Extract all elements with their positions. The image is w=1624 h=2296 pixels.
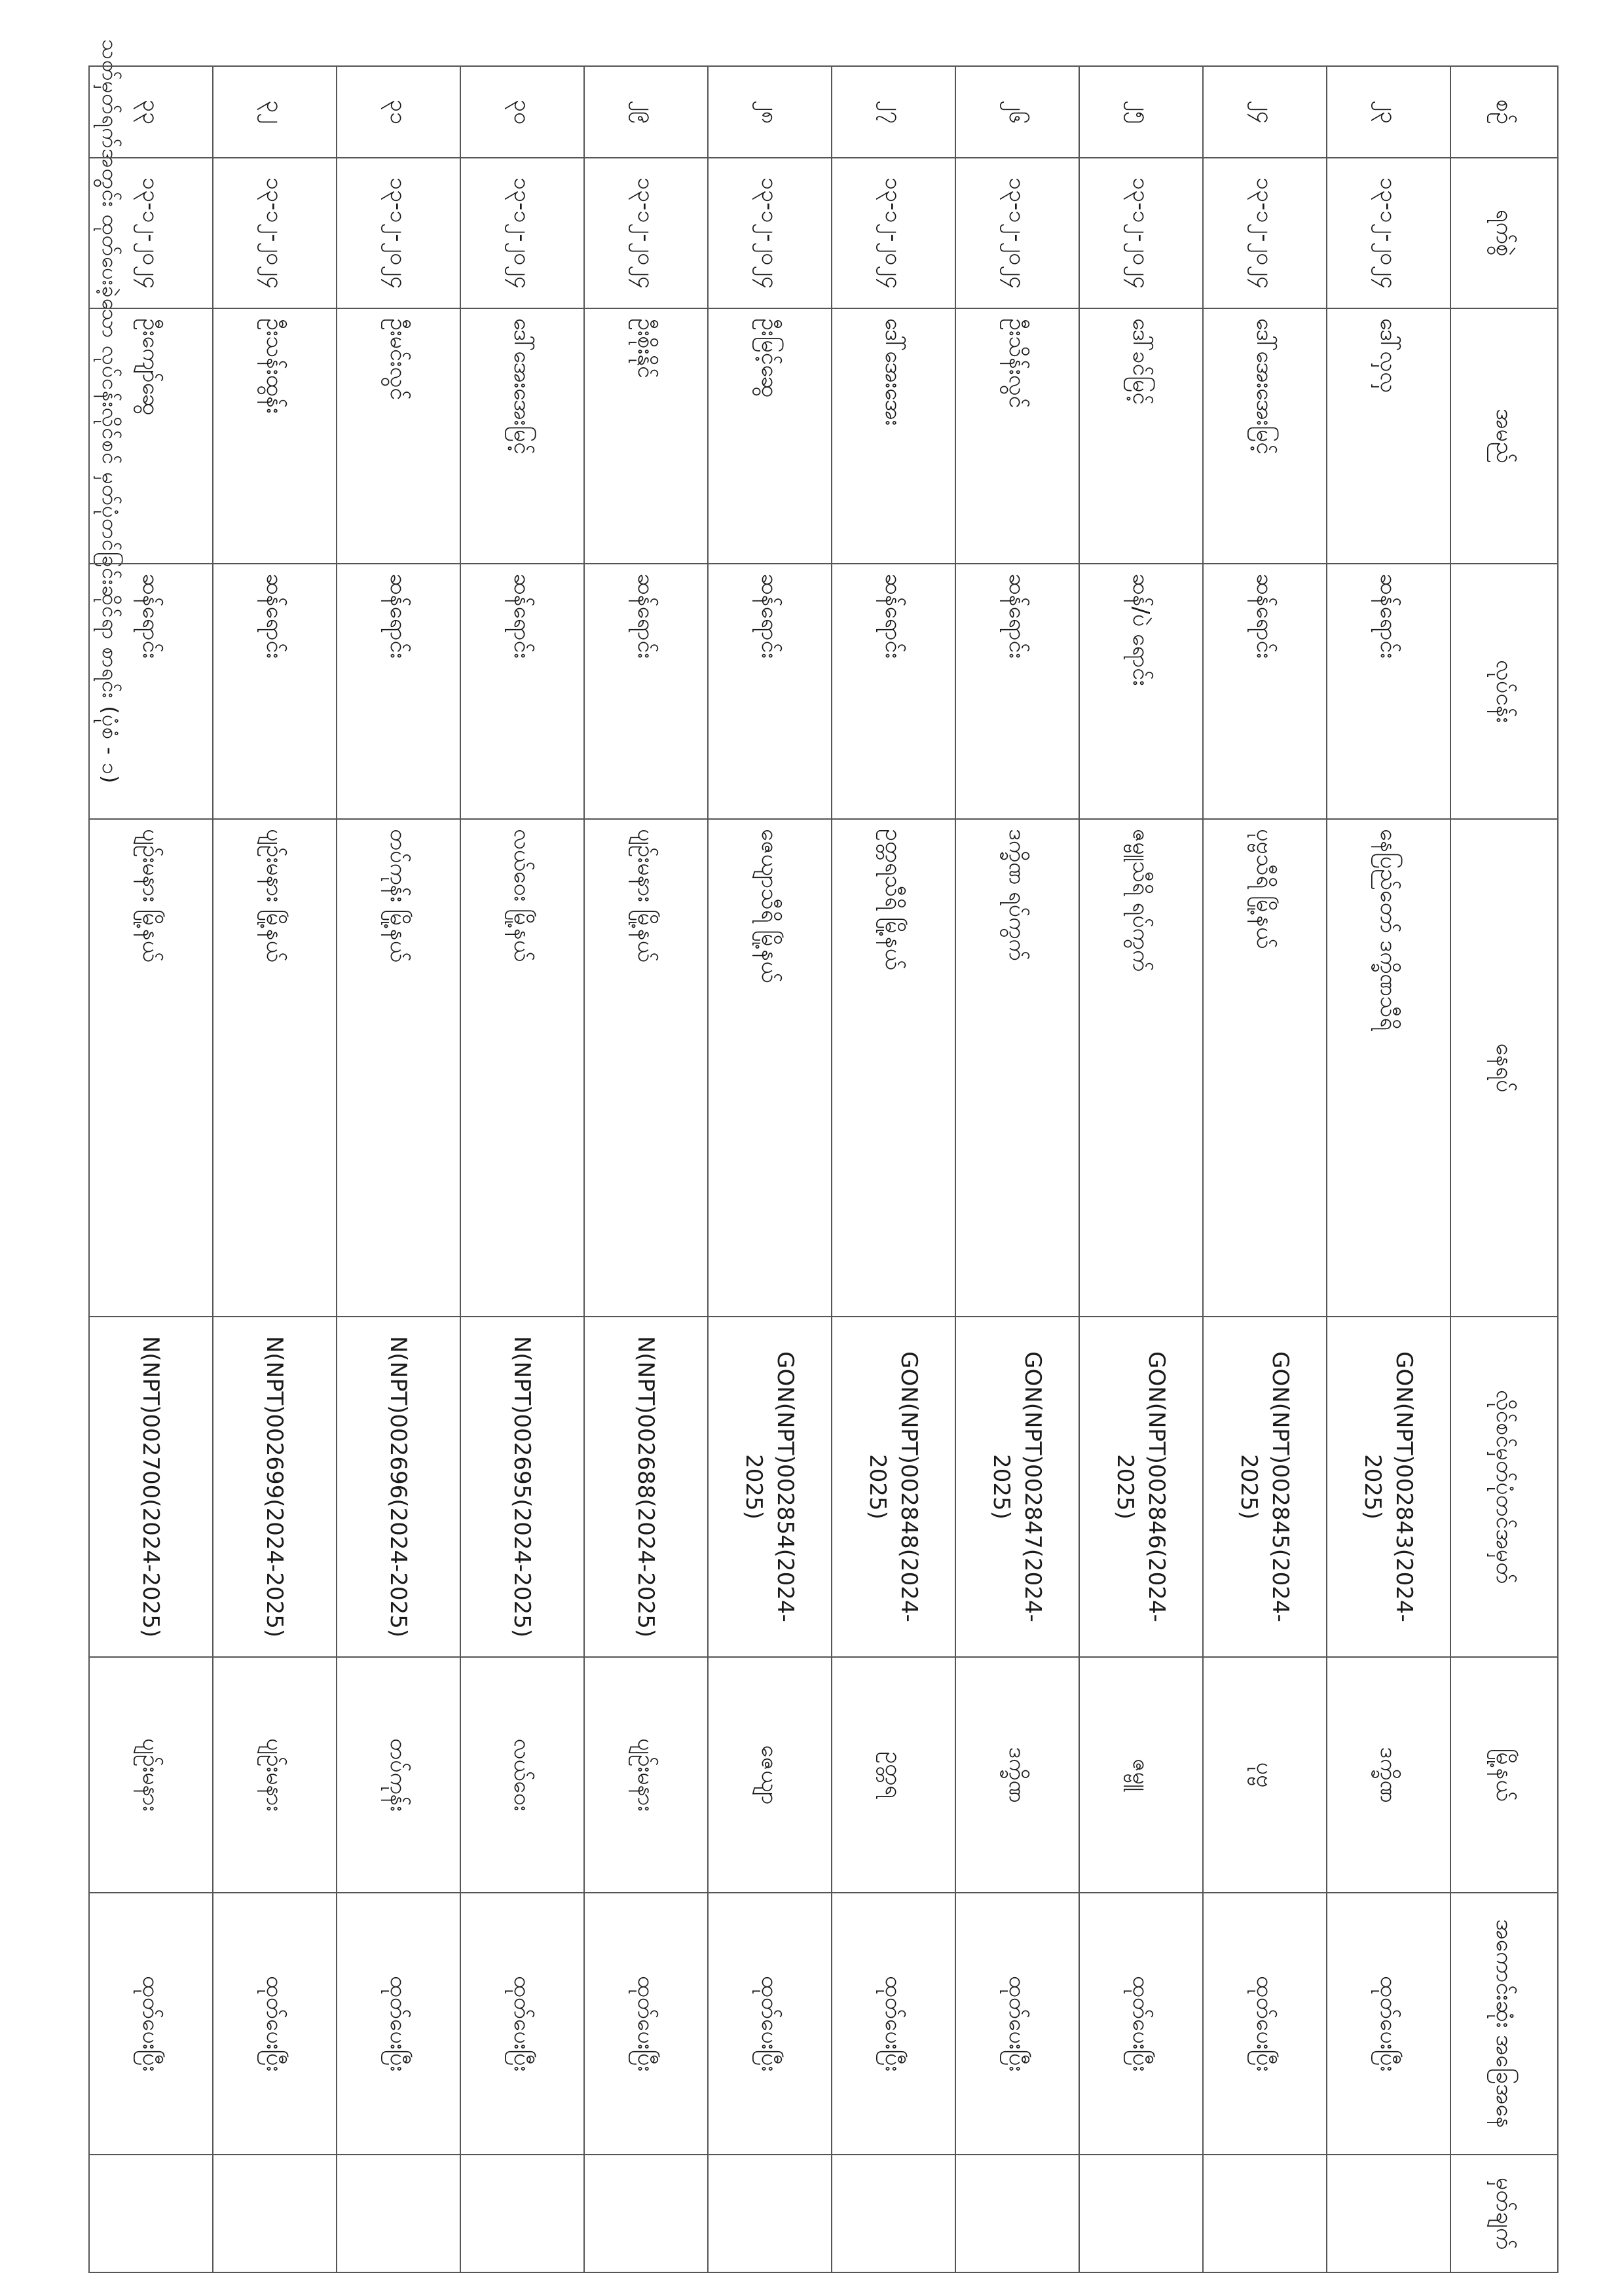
row-remarks — [460, 2155, 584, 2272]
row-township: ဒက္ခိဏ — [1327, 1657, 1450, 1893]
row-number: ၂၄ — [1203, 66, 1327, 158]
row-business: ဆန်ရောင်း — [1327, 564, 1450, 819]
row-name: ဒေါ်လှလှ — [1327, 308, 1450, 564]
table-row — [584, 66, 708, 2272]
row-number: ၂၅ — [1079, 66, 1203, 158]
header-remarks: မှတ်ချက် — [1450, 2155, 1558, 2272]
row-status: ထုတ်ပေးပြီး — [1327, 1893, 1450, 2155]
row-status: ထုတ်ပေးပြီး — [460, 1893, 584, 2155]
register-table — [88, 65, 1559, 2273]
header-address: နေရပ် — [1450, 819, 1558, 1317]
row-date: ၁၃-၁၂-၂၀၂၄ — [460, 158, 584, 308]
row-date: ၁၃-၁၂-၂၀၂၄ — [89, 158, 213, 308]
row-date: ၁၃-၁၂-၂၀၂၄ — [1203, 158, 1327, 308]
row-township: တပ်ကုန်း — [337, 1657, 460, 1893]
row-township: ပျဉ်းမနား — [89, 1657, 213, 1893]
row-name: ဦးမြင့်ဆွေ — [708, 308, 832, 564]
row-remarks — [584, 2155, 708, 2272]
row-business: ဆန်ရောင်း — [460, 564, 584, 819]
table-row — [460, 66, 584, 2272]
row-township: ဥတ္တရ — [832, 1657, 955, 1893]
header-status: အကောင်းဆုံး အခြေအနေ — [1450, 1893, 1558, 2155]
row-name: ဦးသိန်းလွင် — [955, 308, 1079, 564]
row-license: GON(NPT)002847(2024-2025) — [955, 1317, 1079, 1657]
row-business: ဆန်ရောင်း — [832, 564, 955, 819]
row-status: ထုတ်ပေးပြီး — [1079, 1893, 1203, 2155]
row-township: ဇမ္ဗူ — [1079, 1657, 1203, 1893]
header-license: လိုင်စင်မှတ်ပုံတင်အမှတ် — [1450, 1317, 1558, 1657]
header-date: ရက်စွဲ — [1450, 158, 1558, 308]
header-name: အမည် — [1450, 308, 1558, 564]
row-township: ပုဗ္ဗ — [1203, 1657, 1327, 1893]
row-name: ဦးကျော်ဆွေ — [89, 308, 213, 564]
row-township: ပျဉ်းမနား — [213, 1657, 337, 1893]
row-address: နေပြည်တော် ဒက္ခိဏသီရိ — [1327, 819, 1450, 1317]
row-status: ထုတ်ပေးပြီး — [708, 1893, 832, 2155]
row-status: ထုတ်ပေးပြီး — [832, 1893, 955, 2155]
row-business: ဆန်ရောင်း — [337, 564, 460, 819]
row-license: GON(NPT)002854(2024-2025) — [708, 1317, 832, 1657]
row-number: ၂၆ — [955, 66, 1079, 158]
row-number: ၂၈ — [708, 66, 832, 158]
table-row — [708, 66, 832, 2272]
row-address: လယ်ဝေး မြို့နယ် — [460, 819, 584, 1317]
row-number: ၂၉ — [584, 66, 708, 158]
row-name: ဒေါ်အေးအေး — [832, 308, 955, 564]
row-license: GON(NPT)002848(2024-2025) — [832, 1317, 955, 1657]
row-date: ၁၃-၁၂-၂၀၂၄ — [213, 158, 337, 308]
row-date: ၁၃-၁၂-၂၀၂၄ — [708, 158, 832, 308]
row-license: GON(NPT)002846(2024-2025) — [1079, 1317, 1203, 1657]
row-address: ပျဉ်းမနား မြို့နယ် — [213, 819, 337, 1317]
row-address: ပျဉ်းမနား မြို့နယ် — [89, 819, 213, 1317]
table-row — [832, 66, 955, 2272]
row-business: ဆန်ရောင်း — [1203, 564, 1327, 819]
row-township: လယ်ဝေး — [460, 1657, 584, 1893]
table-row — [1203, 66, 1327, 2272]
row-status: ထုတ်ပေးပြီး — [89, 1893, 213, 2155]
header-business: လုပ်ငန်း — [1450, 564, 1558, 819]
row-status: ထုတ်ပေးပြီး — [584, 1893, 708, 2155]
row-name: ဦးသန်းထွန်း — [213, 308, 337, 564]
row-address: ဇေယျာသီရိ မြို့နယ် — [708, 819, 832, 1317]
row-township: ဇေယျာ — [708, 1657, 832, 1893]
row-township: ပျဉ်းမနား — [584, 1657, 708, 1893]
table-row — [89, 66, 213, 2272]
row-license: N(NPT)002696(2024-2025) — [337, 1317, 460, 1657]
row-license: GON(NPT)002843(2024-2025) — [1327, 1317, 1450, 1657]
row-township: ဒက္ခိဏ — [955, 1657, 1079, 1893]
row-remarks — [832, 2155, 955, 2272]
row-license: N(NPT)002695(2024-2025) — [460, 1317, 584, 1657]
row-number: ၃၁ — [337, 66, 460, 158]
row-address: တပ်ကုန်း မြို့နယ် — [337, 819, 460, 1317]
row-business: ဆန်ရောင်း — [584, 564, 708, 819]
table-row — [1327, 66, 1450, 2272]
row-name: ဒေါ်အေးအေးမြင့် — [460, 308, 584, 564]
table-row — [1079, 66, 1203, 2272]
table-row — [213, 66, 337, 2272]
row-remarks — [213, 2155, 337, 2272]
row-number: ၂၃ — [1327, 66, 1450, 158]
row-address: ဥတ္တရသီရိ မြို့နယ် — [832, 819, 955, 1317]
row-license: N(NPT)002700(2024-2025) — [89, 1317, 213, 1657]
document-title: သတ်မှတ်ရက်အတွင်း ထုတ်ပေးခဲ့သော လုပ်ငန်းလိုင်စင် မှတ်ပုံတင်ခြင်းဆိုင်ရာ စာရင်း (ပုံစံ - ၁) — [98, 39, 122, 784]
row-name: ဦးမင်းလွင် — [337, 308, 460, 564]
row-remarks — [955, 2155, 1079, 2272]
row-name: ဒေါ်ခင်မြင့် — [1079, 308, 1203, 564]
row-remarks — [89, 2155, 213, 2272]
header-township: မြို့နယ် — [1450, 1657, 1558, 1893]
row-address: ပျဉ်းမနား မြို့နယ် — [584, 819, 708, 1317]
row-address: ပုဗ္ဗသီရိ မြို့နယ် — [1203, 819, 1327, 1317]
row-license: GON(NPT)002845(2024-2025) — [1203, 1317, 1327, 1657]
row-address: ဇမ္ဗူသီရိ ရပ်ကွက် — [1079, 819, 1203, 1317]
row-name: ဒေါ်အေးအေးမြင့် — [1203, 308, 1327, 564]
row-business: ဆန်ရောင်း — [213, 564, 337, 819]
row-number: ၃၂ — [213, 66, 337, 158]
row-status: ထုတ်ပေးပြီး — [337, 1893, 460, 2155]
row-date: ၁၃-၁၂-၂၀၂၄ — [832, 158, 955, 308]
row-business: ဆန်ရောင်း — [708, 564, 832, 819]
row-date: ၁၃-၁၂-၂၀၂၄ — [584, 158, 708, 308]
row-number: ၂၇ — [832, 66, 955, 158]
row-remarks — [1203, 2155, 1327, 2272]
row-remarks — [1079, 2155, 1203, 2272]
row-status: ထုတ်ပေးပြီး — [955, 1893, 1079, 2155]
row-date: ၁၃-၁၂-၂၀၂၄ — [955, 158, 1079, 308]
table-row — [955, 66, 1079, 2272]
row-remarks — [337, 2155, 460, 2272]
row-status: ထုတ်ပေးပြီး — [1203, 1893, 1327, 2155]
row-name: ဦးစိုးနိုင် — [584, 308, 708, 564]
row-business: ဆန်/ပဲ ရောင်း — [1079, 564, 1203, 819]
header-row — [1450, 66, 1558, 2272]
table-row — [337, 66, 460, 2272]
row-number: ၃၀ — [460, 66, 584, 158]
table-body — [89, 66, 1450, 2272]
row-business: ဆန်ရောင်း — [89, 564, 213, 819]
row-date: ၁၃-၁၂-၂၀၂၄ — [1327, 158, 1450, 308]
row-date: ၁၃-၁၂-၂၀၂၄ — [337, 158, 460, 308]
row-address: ဒက္ခိဏ ရပ်ကွက် — [955, 819, 1079, 1317]
row-remarks — [708, 2155, 832, 2272]
row-license: N(NPT)002688(2024-2025) — [584, 1317, 708, 1657]
row-license: N(NPT)002699(2024-2025) — [213, 1317, 337, 1657]
row-status: ထုတ်ပေးပြီး — [213, 1893, 337, 2155]
row-date: ၁၃-၁၂-၂၀၂၄ — [1079, 158, 1203, 308]
row-number: ၃၃ — [89, 66, 213, 158]
header-no: စဉ် — [1450, 66, 1558, 158]
row-business: ဆန်ရောင်း — [955, 564, 1079, 819]
row-remarks — [1327, 2155, 1450, 2272]
